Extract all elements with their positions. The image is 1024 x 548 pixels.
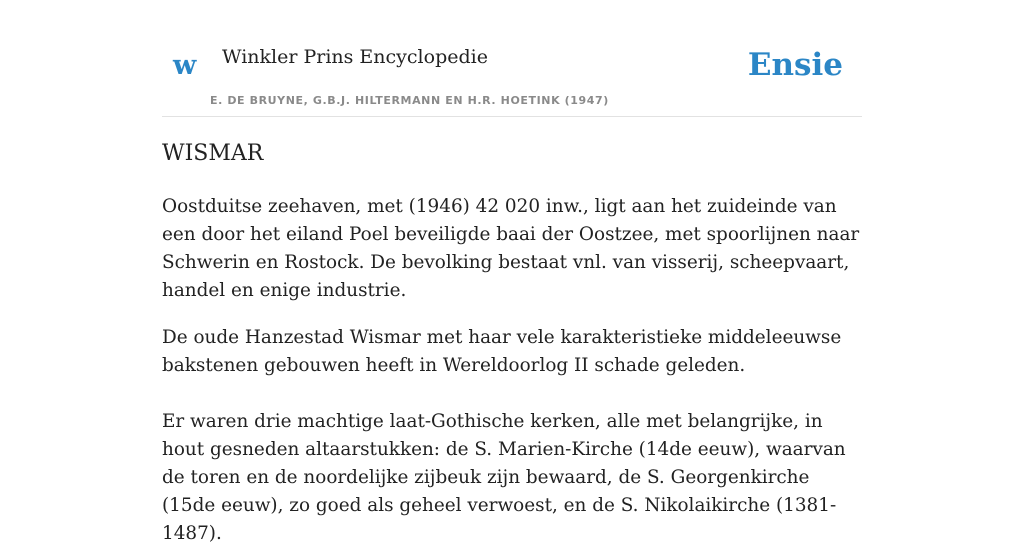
publication-authors: E. DE BRUYNE, G.B.J. HILTERMANN EN H.R. HOETINK (1947) xyxy=(210,94,609,107)
header xyxy=(162,0,862,117)
article-paragraph: De oude Hanzestad Wismar met haar vele karakteristieke middeleeuwse bakstenen gebouwen heeft in Wereldoorlog II schade geleden. xyxy=(162,327,842,376)
content-container xyxy=(162,0,862,544)
article-body xyxy=(162,193,862,548)
article-paragraph: Er waren drie machtige laat-Gothische kerken, alle met belangrijke, in hout gesneden altaarstukken: de S. Marien-Kirche (14de eeuw), waarvan de toren en de noordelijke zijbeuk zijn bewaard, de S. Georgenkirche (15de eeuw), zo goed als geheel verwoest, en de S. Nikolaikirche (1381-1487). xyxy=(162,411,846,544)
publication-title[interactable]: Winkler Prins Encyclopedie xyxy=(222,46,488,68)
article-title: WISMAR xyxy=(162,141,264,166)
article-paragraph: Oostduitse zeehaven, met (1946) 42 020 inw., ligt aan het zuideinde van een door het eiland Poel beveiligde baai der Oostzee, met spoorlijnen naar Schwerin en Rostock. De bevolking bestaat vnl. van visserij, scheepvaart, handel en enige industrie. xyxy=(162,196,860,301)
ensie-brand-logo[interactable]: Ensie xyxy=(747,47,843,83)
winkler-prins-logo-icon[interactable]: w xyxy=(173,50,197,81)
